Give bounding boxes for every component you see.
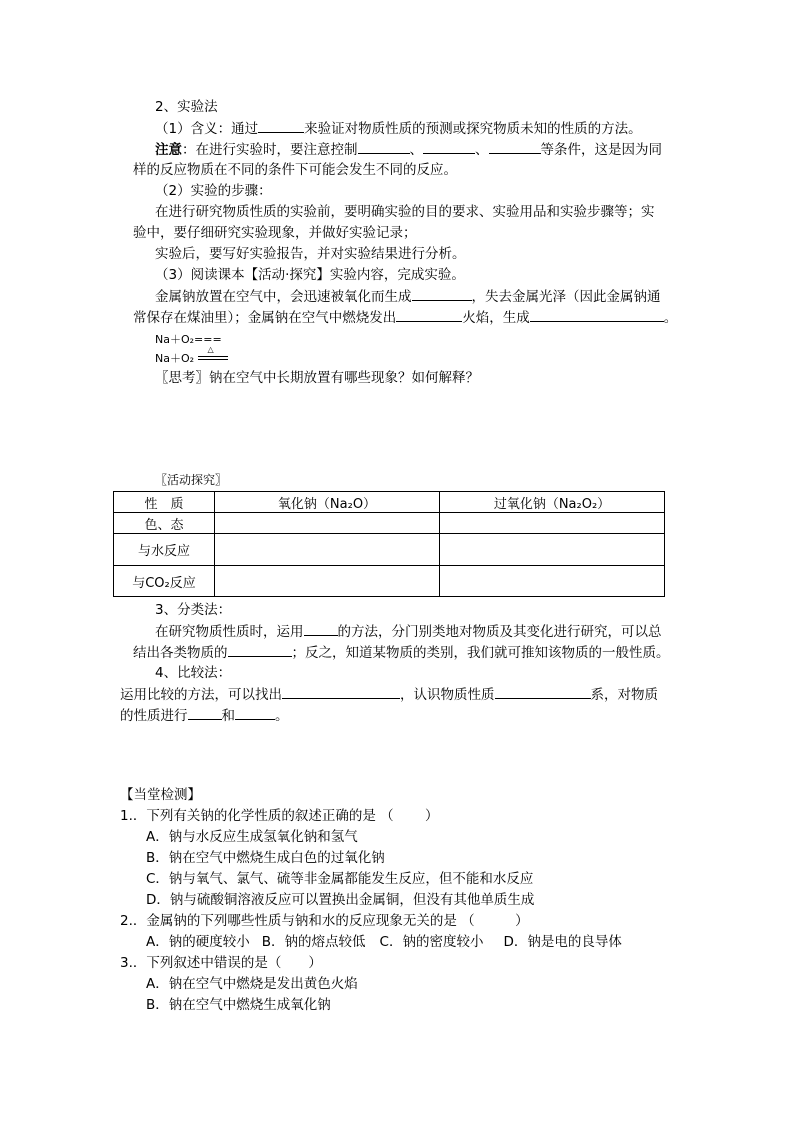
s2-sodium-line-1 xyxy=(155,286,661,307)
s3-line-1 xyxy=(155,621,662,642)
question-2: 2.．金属钠的下列哪些性质与钠和水的反应现象无关的是 （ ） xyxy=(120,913,529,929)
q1-option-b[interactable]: B．钠在空气中燃烧生成白色的过氧化钠 xyxy=(146,850,385,866)
s4-line-2 xyxy=(120,705,289,726)
s4-text-e: 和 xyxy=(221,708,235,724)
s4-text-c: 系，对物质 xyxy=(590,687,658,703)
q2-options xyxy=(146,932,622,952)
blank-fill[interactable] xyxy=(188,705,222,720)
s3-line-2 xyxy=(133,642,670,663)
sodium-text-c: 常保存在煤油里）；金属钠在空气中燃烧发出 xyxy=(133,310,397,326)
blank-fill[interactable] xyxy=(412,286,472,301)
s2-steps-title: （2）实验的步骤： xyxy=(155,183,272,199)
equation-1: Na＋O₂=== xyxy=(155,333,222,346)
blank-fill[interactable] xyxy=(358,139,410,154)
sep: 、 xyxy=(409,142,423,158)
blank-fill[interactable] xyxy=(495,684,591,699)
heat-condition-icon: △ xyxy=(207,345,214,354)
q2-option-a[interactable]: A．钠的硬度较小 xyxy=(146,934,250,950)
s2-reading-title: （3）阅读课本【活动·探究】实验内容，完成实验。 xyxy=(155,267,465,283)
q1-option-a[interactable]: A．钠与水反应生成氢氧化钠和氢气 xyxy=(146,829,358,845)
activity-title: 〖活动探究〗 xyxy=(155,473,228,487)
table-cell[interactable] xyxy=(215,534,440,566)
s4-line-1 xyxy=(120,684,658,705)
q1-option-d[interactable]: D．钠与硫酸铜溶液反应可以置换出金属铜，但没有其他单质生成 xyxy=(146,892,535,908)
s2-steps-line-2: 验中，要仔细研究实验现象，并做好实验记录； xyxy=(133,225,417,241)
note-text-b: 等条件，这是因为同 xyxy=(540,142,662,158)
s4-text-f: 。 xyxy=(275,708,289,724)
section-2-title: 2、实验法 xyxy=(155,99,218,115)
sep: 、 xyxy=(475,142,489,158)
q3-option-a[interactable]: A．钠在空气中燃烧是发出黄色火焰 xyxy=(146,976,358,992)
s2-definition-line xyxy=(155,118,642,139)
s2-definition-b: 来验证对物质性质的预测或探究物质未知的性质的方法。 xyxy=(304,121,642,137)
heating-arrow xyxy=(198,345,228,364)
s2-sodium-line-2 xyxy=(133,307,677,328)
equation-2 xyxy=(155,345,228,366)
row-label: 与水反应 xyxy=(114,534,215,566)
s2-note-continuation: 样的反应物质在不同的条件下可能会发生不同的反应。 xyxy=(133,162,457,178)
blank-fill[interactable] xyxy=(235,705,275,720)
think-question: 〖思考〗钠在空气中长期放置有哪些现象？如何解释？ xyxy=(155,370,479,386)
blank-fill[interactable] xyxy=(228,642,292,657)
sodium-text-e: 。 xyxy=(663,310,678,326)
section-4-title: 4、比较法： xyxy=(155,665,232,681)
q1-option-c[interactable]: C．钠与氧气、氯气、硫等非金属都能发生反应，但不能和水反应 xyxy=(146,871,534,887)
s3-text-d: ；反之，知道某物质的类别，我们就可推知该物质的一般性质。 xyxy=(291,645,670,661)
table-row xyxy=(114,513,665,534)
s4-text-a: 运用比较的方法，可以找出 xyxy=(120,687,282,703)
property-table xyxy=(113,491,665,597)
blank-fill[interactable] xyxy=(282,684,400,699)
sodium-text-d: 火焰，生成 xyxy=(462,310,530,326)
header-sodium-peroxide: 过氧化钠（Na₂O₂） xyxy=(440,492,665,513)
s2-definition-a: （1）含义：通过 xyxy=(155,121,259,137)
s4-text-d: 的性质进行 xyxy=(120,708,188,724)
quiz-title: 【当堂检测】 xyxy=(120,787,201,803)
equal-line xyxy=(198,356,228,357)
sodium-text-a: 金属钠放置在空气中，会迅速被氧化而生成 xyxy=(155,289,412,305)
note-label: 注意 xyxy=(155,142,182,158)
s3-text-b: 的方法，分门别类地对物质及其变化进行研究，可以总 xyxy=(337,624,662,640)
table-cell[interactable] xyxy=(440,513,665,534)
s2-steps-line-3: 实验后，要写好实验报告，并对实验结果进行分析。 xyxy=(155,246,466,262)
q2-option-b[interactable]: B．钠的熔点较低 xyxy=(261,934,366,950)
table-row xyxy=(114,566,665,597)
equal-line xyxy=(198,359,228,360)
table-row xyxy=(114,534,665,566)
blank-fill[interactable] xyxy=(304,621,338,636)
blank-fill[interactable] xyxy=(258,118,304,133)
table-cell[interactable] xyxy=(440,566,665,597)
table-cell[interactable] xyxy=(440,534,665,566)
s3-text-a: 在研究物质性质时，运用 xyxy=(155,624,304,640)
question-3: 3.．下列叙述中错误的是（ ） xyxy=(120,955,322,971)
s2-steps-line-1: 在进行研究物质性质的实验前，要明确实验的目的要求、实验用品和实验步骤等；实 xyxy=(155,204,655,220)
q3-option-b[interactable]: B．钠在空气中燃烧生成氧化钠 xyxy=(146,997,331,1013)
sodium-text-b: ，失去金属光泽（因此金属钠通 xyxy=(471,289,661,305)
q2-option-c[interactable]: C．钠的密度较小 xyxy=(379,934,484,950)
s4-text-b: ，认识物质性质 xyxy=(400,687,495,703)
question-1: 1.．下列有关钠的化学性质的叙述正确的是 （ ） xyxy=(120,808,439,824)
blank-fill[interactable] xyxy=(530,307,664,322)
table-cell[interactable] xyxy=(215,566,440,597)
row-label: 与CO₂反应 xyxy=(114,566,215,597)
section-3-title: 3、分类法： xyxy=(155,602,232,618)
equation-2-text: Na＋O₂ xyxy=(155,352,195,365)
blank-fill[interactable] xyxy=(489,139,541,154)
table-header-row xyxy=(114,492,665,513)
q2-option-d[interactable]: D．钠是电的良导体 xyxy=(503,934,622,950)
table-cell[interactable] xyxy=(215,513,440,534)
blank-fill[interactable] xyxy=(396,307,462,322)
header-sodium-oxide: 氧化钠（Na₂O） xyxy=(215,492,440,513)
note-text-a: ：在进行实验时，要注意控制 xyxy=(182,142,358,158)
row-label: 色、态 xyxy=(114,513,215,534)
header-property: 性 质 xyxy=(114,492,215,513)
s2-note-line xyxy=(155,139,662,160)
blank-fill[interactable] xyxy=(423,139,475,154)
s3-text-c: 结出各类物质的 xyxy=(133,645,228,661)
